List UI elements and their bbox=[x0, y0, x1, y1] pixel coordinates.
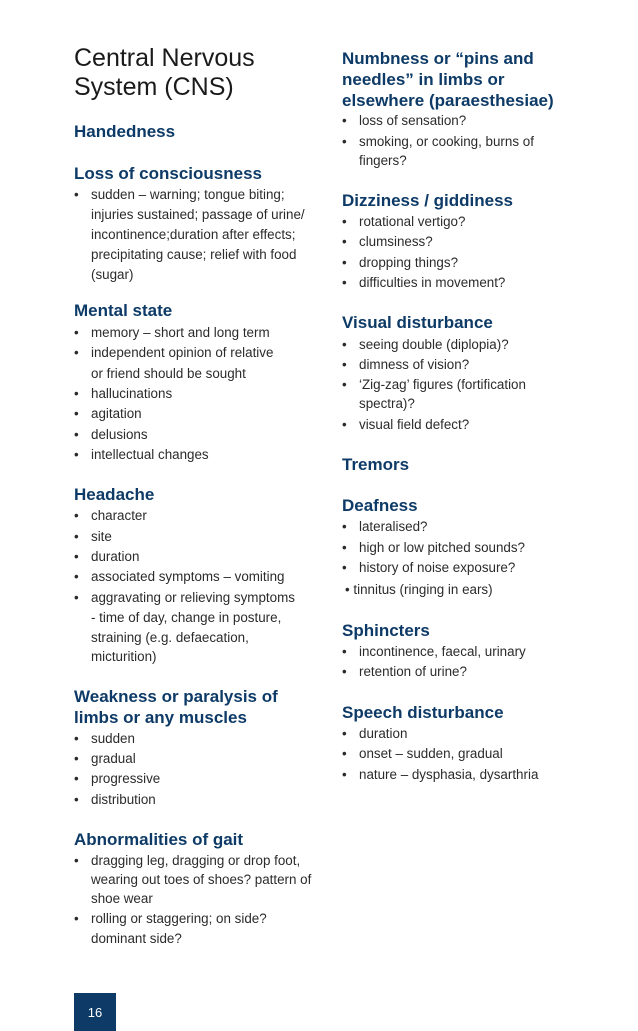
bullet: • bbox=[342, 644, 347, 659]
bullet: • bbox=[74, 345, 79, 360]
page-number-text: 16 bbox=[87, 1004, 103, 1020]
page-number bbox=[74, 993, 116, 1031]
list-item-text: rolling or staggering; on side? bbox=[91, 911, 267, 926]
heading-numbness-line-3: elsewhere (paraesthesiae) bbox=[342, 91, 554, 110]
list-item-text: spectra)? bbox=[359, 396, 415, 411]
list-item-text: independent opinion of relative bbox=[91, 345, 274, 360]
heading-deafness: Deafness bbox=[342, 496, 418, 515]
list-item-text: gradual bbox=[91, 751, 136, 766]
list-item-text: delusions bbox=[91, 427, 148, 442]
bullet: • bbox=[342, 134, 347, 149]
heading-dizziness: Dizziness / giddiness bbox=[342, 191, 513, 210]
heading-handedness: Handedness bbox=[74, 122, 176, 141]
list-item-text: shoe wear bbox=[91, 891, 153, 906]
list-item-text: dimness of vision? bbox=[359, 357, 470, 372]
list-item-text: loss of sensation? bbox=[359, 113, 467, 128]
list-item-text: precipitating cause; relief with food bbox=[91, 247, 297, 262]
bullet: • bbox=[342, 113, 347, 128]
list-item-text: dropping things? bbox=[359, 255, 459, 270]
bullet: • bbox=[342, 357, 347, 372]
bullet: • bbox=[74, 590, 79, 605]
list-item-text: memory – short and long term bbox=[91, 325, 270, 340]
bullet: • bbox=[342, 337, 347, 352]
list-item-text: progressive bbox=[91, 771, 161, 786]
bullet: • bbox=[74, 549, 79, 564]
heading-sphincters: Sphincters bbox=[342, 621, 430, 640]
bullet: • bbox=[74, 187, 79, 202]
heading-headache: Headache bbox=[74, 485, 155, 504]
bullet: • bbox=[74, 911, 79, 926]
list-item-text: fingers? bbox=[359, 153, 407, 168]
list-item-text: - time of day, change in posture, bbox=[91, 610, 282, 625]
bullet: • bbox=[74, 406, 79, 421]
bullet: • bbox=[74, 325, 79, 340]
list-item-text: high or low pitched sounds? bbox=[359, 540, 526, 555]
list-item-text: (sugar) bbox=[91, 267, 134, 282]
list-item-text: injuries sustained; passage of urine/ bbox=[91, 207, 305, 222]
bullet: • bbox=[74, 731, 79, 746]
bullet: • bbox=[342, 519, 347, 534]
list-item-text: character bbox=[91, 508, 147, 523]
list-item-text: or friend should be sought bbox=[91, 366, 246, 381]
list-item-text: visual field defect? bbox=[359, 417, 470, 432]
list-item-text: site bbox=[91, 529, 112, 544]
bullet: • bbox=[74, 751, 79, 766]
list-item-text: ‘Zig-zag’ figures (fortification bbox=[359, 377, 526, 392]
list-item-text: agitation bbox=[91, 406, 142, 421]
heading-abnormalities-of-gait: Abnormalities of gait bbox=[74, 830, 244, 849]
bullet: • bbox=[342, 767, 347, 782]
list-item-text: incontinence;duration after effects; bbox=[91, 227, 296, 242]
bullet: • bbox=[74, 792, 79, 807]
heading-visual-disturbance: Visual disturbance bbox=[342, 313, 493, 332]
page-title-line-2: System (CNS) bbox=[74, 73, 234, 101]
list-item-text: intellectual changes bbox=[91, 447, 209, 462]
bullet: • bbox=[74, 427, 79, 442]
list-item-text: straining (e.g. defaecation, bbox=[91, 630, 249, 645]
list-item-text: wearing out toes of shoes? pattern of bbox=[91, 872, 312, 887]
bullet: • bbox=[74, 569, 79, 584]
list-item-text: distribution bbox=[91, 792, 156, 807]
bullet: • bbox=[74, 853, 79, 868]
list-item-text: duration bbox=[91, 549, 140, 564]
list-item-text: dominant side? bbox=[91, 931, 182, 946]
list-item-text: seeing double (diplopia)? bbox=[359, 337, 509, 352]
list-item-text: micturition) bbox=[91, 649, 157, 664]
heading-tremors: Tremors bbox=[342, 455, 410, 474]
bullet: • bbox=[342, 255, 347, 270]
bullet: • bbox=[342, 377, 347, 392]
list-item-text: aggravating or relieving symptoms bbox=[91, 590, 295, 605]
bullet: • bbox=[342, 275, 347, 290]
list-item-text: retention of urine? bbox=[359, 664, 467, 679]
heading-speech-disturbance: Speech disturbance bbox=[342, 703, 504, 722]
list-item-text: history of noise exposure? bbox=[359, 560, 516, 575]
bullet: • bbox=[342, 417, 347, 432]
list-item-text: onset – sudden, gradual bbox=[359, 746, 503, 761]
list-item-text: sudden – warning; tongue biting; bbox=[91, 187, 285, 202]
heading-weakness-line-1: Weakness or paralysis of bbox=[74, 687, 278, 706]
page-title bbox=[74, 44, 324, 102]
heading-numbness-line-2: needles” in limbs or bbox=[342, 70, 505, 89]
heading-mental-state: Mental state bbox=[74, 301, 173, 320]
list-item-text: sudden bbox=[91, 731, 135, 746]
list-item-text: nature – dysphasia, dysarthria bbox=[359, 767, 539, 782]
bullet: • bbox=[74, 447, 79, 462]
heading-loss-of-consciousness: Loss of consciousness bbox=[74, 164, 262, 183]
list-item-text: associated symptoms – vomiting bbox=[91, 569, 285, 584]
list-item-text: hallucinations bbox=[91, 386, 173, 401]
list-item-text: clumsiness? bbox=[359, 234, 433, 249]
list-item-text: duration bbox=[359, 726, 408, 741]
bullet: • bbox=[342, 540, 347, 555]
bullet: • bbox=[342, 726, 347, 741]
list-item-text: difficulties in movement? bbox=[359, 275, 506, 290]
bullet: • bbox=[342, 560, 347, 575]
list-item-text: smoking, or cooking, burns of bbox=[359, 134, 534, 149]
list-item-text: incontinence, faecal, urinary bbox=[359, 644, 526, 659]
list-item-text: dragging leg, dragging or drop foot, bbox=[91, 853, 301, 868]
heading-weakness-line-2: limbs or any muscles bbox=[74, 708, 247, 727]
list-item-text: lateralised? bbox=[359, 519, 428, 534]
heading-numbness-line-1: Numbness or “pins and bbox=[342, 49, 534, 68]
list-item-text: rotational vertigo? bbox=[359, 214, 466, 229]
bullet: • bbox=[74, 386, 79, 401]
bullet: • bbox=[342, 214, 347, 229]
bullet: • bbox=[74, 529, 79, 544]
bullet: • bbox=[74, 771, 79, 786]
bullet: • bbox=[342, 746, 347, 761]
bullet: • bbox=[74, 508, 79, 523]
list-item-text: • tinnitus (ringing in ears) bbox=[345, 582, 493, 597]
page-title-line-1: Central Nervous bbox=[74, 44, 255, 72]
bullet: • bbox=[342, 664, 347, 679]
bullet: • bbox=[342, 234, 347, 249]
